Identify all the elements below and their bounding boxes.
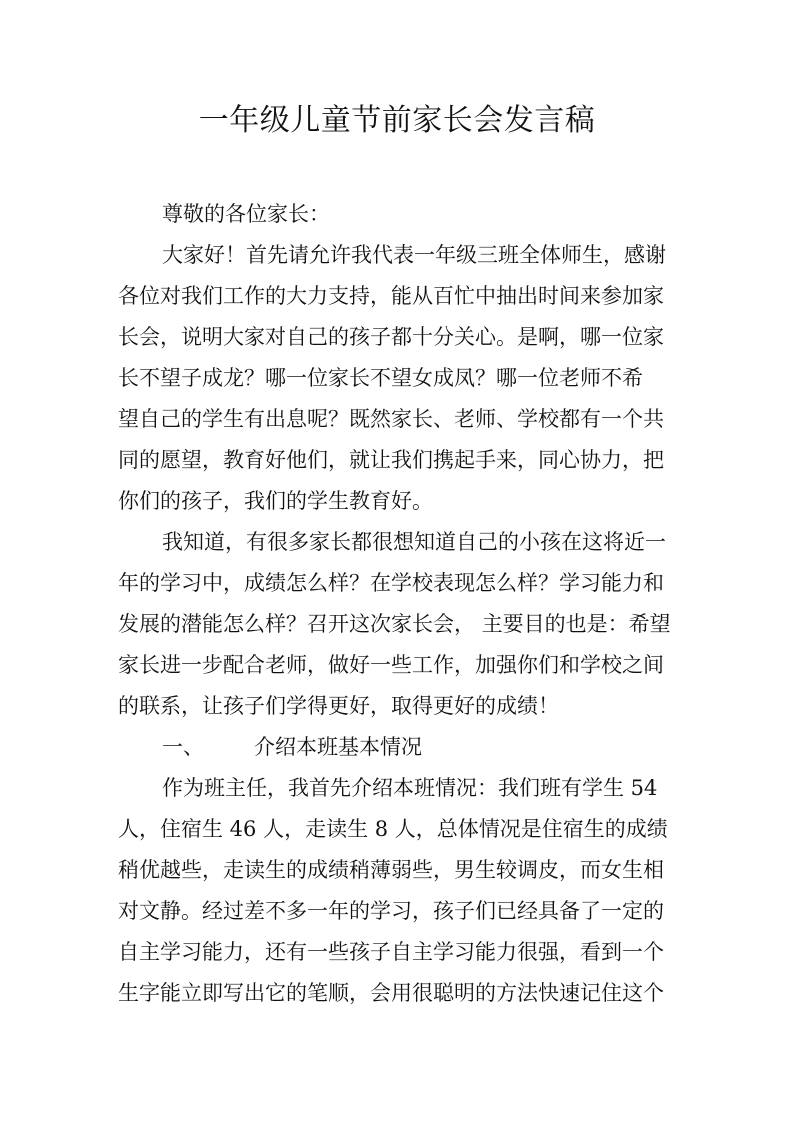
paragraph-line: 各位对我们工作的大力支持，能从百忙中抽出时间来参加家: [118, 284, 664, 308]
section-title: 介绍本班基本情况: [254, 735, 422, 759]
paragraph-line: 我知道，有很多家长都很想知道自己的小孩在这将近一: [162, 530, 666, 554]
paragraph-line: 的联系，让孩子们学得更好，取得更好的成绩！: [118, 694, 559, 718]
section-number: 一、: [162, 735, 204, 759]
paragraph-line: 你们的孩子，我们的学生教育好。: [118, 489, 433, 513]
paragraph-line: 家长进一步配合老师，做好一些工作，加强你们和学校之间: [118, 653, 664, 677]
paragraph-line: 对文静。经过差不多一年的学习，孩子们已经具备了一定的: [118, 899, 664, 923]
paragraph-line: 长会，说明大家对自己的孩子都十分关心。是啊，哪一位家: [118, 325, 664, 349]
paragraph-line: 年的学习中，成绩怎么样？在学校表现怎么样？学习能力和: [118, 571, 664, 595]
paragraph-line: 同的愿望，教育好他们，就让我们携起手来，同心协力，把: [118, 448, 664, 472]
document-title: 一年级儿童节前家长会发言稿: [198, 103, 596, 138]
paragraph-line: 作为班主任，我首先介绍本班情况：我们班有学生 54: [162, 776, 658, 800]
paragraph-line: 稍优越些，走读生的成绩稍薄弱些，男生较调皮，而女生相: [118, 858, 664, 882]
paragraph-line: 生字能立即写出它的笔顺，会用很聪明的方法快速记住这个: [118, 981, 664, 1005]
paragraph-line: 长不望子成龙？哪一位家长不望女成凤？哪一位老师不希: [118, 366, 643, 390]
paragraph-line: 人，住宿生 46 人，走读生 8 人，总体情况是住宿生的成绩: [118, 817, 668, 841]
paragraph-line: 自主学习能力，还有一些孩子自主学习能力很强，看到一个: [118, 940, 664, 964]
paragraph-line: 大家好！首先请允许我代表一年级三班全体师生，感谢: [162, 243, 666, 267]
salutation: 尊敬的各位家长：: [162, 202, 330, 226]
section-heading: [118, 727, 678, 768]
document-body: [118, 194, 678, 1014]
paragraph-line: 发展的潜能怎么样？召开这次家长会， 主要目的也是：希望: [118, 612, 671, 636]
paragraph-line: 望自己的学生有出息呢？既然家长、老师、学校都有一个共: [118, 407, 664, 431]
